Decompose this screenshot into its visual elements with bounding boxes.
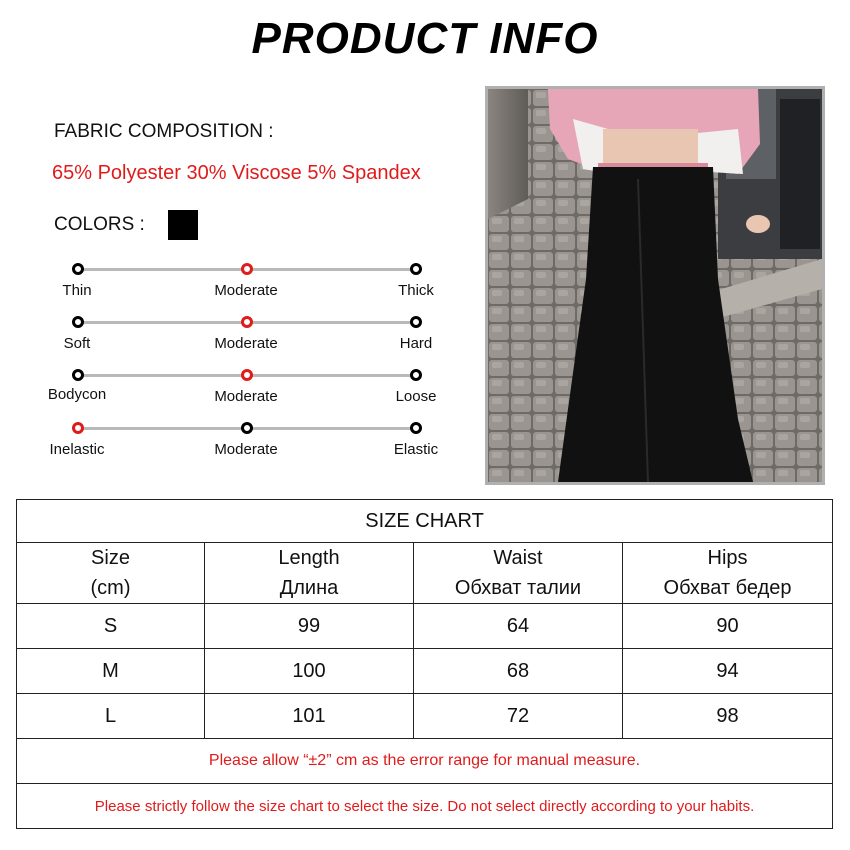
cell-size: S [17, 604, 205, 649]
table-row [17, 604, 833, 649]
product-photo-illustration [488, 89, 822, 482]
measurement-error-note: Please allow “±2” cm as the error range for manual measure. [17, 739, 833, 784]
scale-dot-left [72, 316, 84, 328]
cell-hips: 98 [623, 694, 833, 739]
size-selection-note: Please strictly follow the size chart to select the size. Do not select directly according to your habits. [17, 784, 833, 829]
size-chart-title: SIZE CHART [17, 500, 833, 543]
cell-length: 101 [205, 694, 414, 739]
elasticity-scale [0, 427, 480, 467]
softness-scale [0, 321, 480, 361]
size-chart-table [16, 499, 833, 829]
fit-scale [0, 374, 480, 414]
fabric-composition-label: FABRIC COMPOSITION : [54, 121, 274, 142]
column-header-line2: Обхват бедер [663, 577, 792, 599]
scale-label-left: Bodycon [47, 386, 107, 403]
column-header-line2: Обхват талии [454, 577, 582, 599]
scale-dot-right [410, 369, 422, 381]
scale-dot-right [410, 316, 422, 328]
cell-length: 100 [205, 649, 414, 694]
page-title: PRODUCT INFO [251, 14, 599, 63]
column-header-hips [623, 543, 833, 604]
thickness-scale [0, 268, 480, 308]
column-header-line1: Waist [493, 547, 543, 569]
table-row [17, 694, 833, 739]
column-header-line2: Длина [279, 577, 339, 599]
column-header-line2: (cm) [90, 577, 131, 599]
cell-hips: 94 [623, 649, 833, 694]
cell-waist: 72 [414, 694, 623, 739]
cell-length: 99 [205, 604, 414, 649]
column-header-line1: Hips [707, 547, 748, 569]
scale-label-middle: Moderate [214, 388, 278, 405]
scale-label-right: Thick [398, 282, 434, 299]
scale-dot-middle [241, 316, 253, 328]
table-header-row [17, 543, 833, 604]
scale-label-left: Soft [63, 335, 91, 352]
colors-label: COLORS : [54, 214, 145, 235]
scale-label-right: Hard [399, 335, 433, 352]
column-header-line1: Size [91, 547, 130, 569]
cell-waist: 68 [414, 649, 623, 694]
product-photo [485, 86, 825, 485]
column-header-line1: Length [278, 547, 340, 569]
scale-label-right: Elastic [393, 441, 439, 458]
scale-dot-middle [241, 263, 253, 275]
scale-label-right: Loose [395, 388, 437, 405]
fabric-composition-value: 65% Polyester 30% Viscose 5% Spandex [52, 162, 421, 184]
column-header-length [205, 543, 414, 604]
scale-label-left: Inelastic [49, 441, 105, 458]
scale-label-middle: Moderate [214, 441, 278, 458]
cell-waist: 64 [414, 604, 623, 649]
cell-size: L [17, 694, 205, 739]
column-header-waist [414, 543, 623, 604]
table-row [17, 649, 833, 694]
scale-dot-right [410, 263, 422, 275]
column-header-size [17, 543, 205, 604]
cell-hips: 90 [623, 604, 833, 649]
scale-label-middle: Moderate [214, 282, 278, 299]
scale-dot-left [72, 422, 84, 434]
scale-dot-middle [241, 369, 253, 381]
scale-label-left: Thin [62, 282, 92, 299]
scale-dot-left [72, 263, 84, 275]
cell-size: M [17, 649, 205, 694]
color-swatch-black [168, 210, 198, 240]
scale-dot-middle [241, 422, 253, 434]
scale-dot-right [410, 422, 422, 434]
scale-dot-left [72, 369, 84, 381]
scale-label-middle: Moderate [214, 335, 278, 352]
